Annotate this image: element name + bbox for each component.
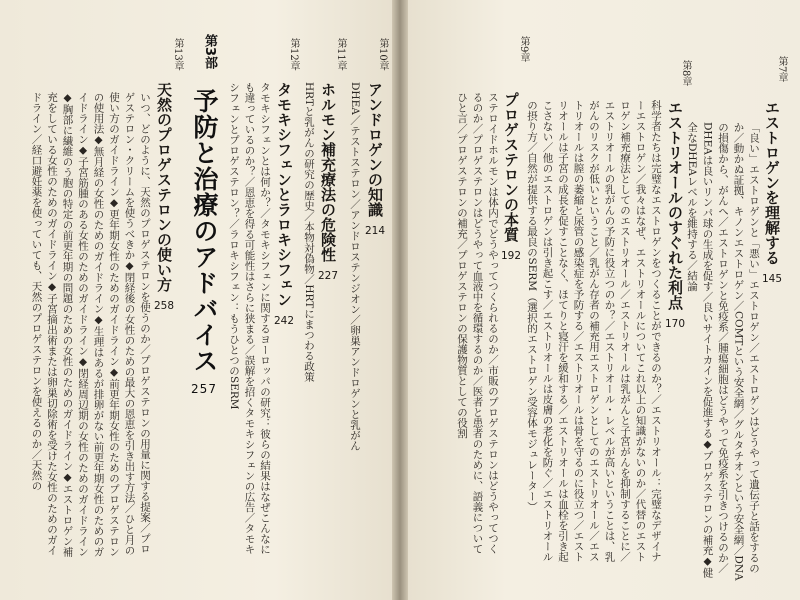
chapter-8-page: 170 bbox=[665, 318, 686, 330]
part-3-title bbox=[186, 88, 222, 396]
chapter-11-number: 第11章 bbox=[335, 38, 346, 71]
chapter-10-description: DHEA／テストステロン／アンドロステンジオン／卵巣アンドロゲンと乳がん bbox=[349, 82, 361, 451]
book-gutter bbox=[392, 0, 408, 600]
chapter-10-page: 214 bbox=[365, 225, 386, 237]
chapter-7-title bbox=[762, 100, 783, 285]
chapter-11-title bbox=[318, 82, 339, 282]
chapter-10-number: 第10章 bbox=[377, 38, 388, 71]
right-page bbox=[408, 0, 800, 600]
chapter-13-page: 258 bbox=[154, 300, 175, 312]
chapter-10-title-text: アンドロゲンの知識 bbox=[366, 82, 385, 217]
chapter-11-title-text: ホルモン補充療法の危険性 bbox=[319, 82, 338, 262]
chapter-13-title-text: 天然のプロゲステロンの使い方 bbox=[155, 82, 174, 292]
chapter-12-number: 第12章 bbox=[288, 38, 299, 71]
part-3-label: 第3部 bbox=[202, 34, 217, 70]
chapter-11-description: HRTと乳がんの研究の歴史／本物対偽物／HRTにまつわる政策 bbox=[303, 82, 315, 382]
chapter-9-number: 第9章 bbox=[518, 36, 529, 63]
chapter-12-title-text: タモキシフェンとラロキシフェン bbox=[275, 82, 294, 307]
chapter-8-description: 科学者たちは完璧なエストロゲンをつくることができるのか？／エストリオール：完璧なデザイナーエストロゲン／我々はなぜ、エストリオールについてこれ以上の知識がないのか／代替のエストロゲン補充療法としてのエストリオール／エストリオールは乳がんと子宮がんを抑制することに／エストリオールの乳がんの予防に役立つのか？／エストリオール・レベルが高いということは、乳がんのリスクが低いということ／乳がん存者の補充用エストロゲンとしてのエストリオール／エストリオールは膣の萎縮と尿管の感染症を予防する／エストリオールは骨を守るのに役立つ／エストリオールは子宮の成長を促すことなく、ほてりと寝汗を緩和する／エストリオールは血栓を引き起こさない／他のエストロゲンは引き起こす／エストリオールは皮膚の老化を防ぐ／エストリオールの摂り方／自然が提供する最良のSERM（選択的エストロゲン受容体モジュレーター） bbox=[526, 100, 662, 562]
chapter-7-description: 「良い」エストロゲンと「悪い」エストロゲン／エストロゲンはどうやって遺伝子と話をするのか／動かぬ証拠、キノンエストロゲン／COMTという安全網／グルタチオンという安全網／DNAの損傷から、がんへ／エストロゲンと免疫系／腫瘍細胞はどうやって免疫系を引きつけるのか／DHEAは良いリンパ球の生成を促す／良いサイトカインを促進する◆プロゲステロンの補充◆健全なDHEAレベルを維持する／結論 bbox=[686, 122, 760, 581]
part-3-title-text: 予防と治療のアドバイス bbox=[190, 88, 219, 374]
chapter-9-description: ステロイドホルモンは体内でどうやってつくられるのか／市販のプロゲステロンはどうやってつくるのか／プロゲステロンはどうやって血液中を循環するのか／医者と患者のために、語義についてひと言／プロゲステロンの補充／プロゲステロンの保護物質としての役割 bbox=[456, 92, 499, 554]
chapter-13-number: 第13章 bbox=[172, 38, 183, 71]
part-3-page: 257 bbox=[191, 382, 217, 396]
chapter-7-page: 145 bbox=[762, 273, 783, 285]
chapter-13-title bbox=[154, 82, 175, 312]
chapter-7-number: 第7章 bbox=[776, 56, 787, 83]
chapter-11-page: 227 bbox=[318, 270, 339, 282]
chapter-8-number: 第8章 bbox=[680, 60, 691, 87]
chapter-13-description: いつ、どのように、天然のプロゲステロンを使うのか／プロゲステロンの用量に関する提案／プロゲステロン・クリームを使うべきか◆閉経後の女性のための最大の恩恵を引き出す方法／ひと月の使い方のガイドライン◆更年期女性のためのガイドライン◆前更年期女性のためのプロゲステロンの使用法◆無月経の女性のためのガイドライン◆生理はあるが排卵がない前更年期女性のためのガイドライン◆子宮筋腫のある女性のためのガイドライン◆閉経周辺期の女性のためのガイドライン◆胸部に繊維のう胞の特定の前更年期の問題のための女性のためのガイドライン◆エストロゲン補充をしている女性のためのガイドライン◆子宮摘出術または卵巣切除術を受けた女性のためのガイドライン／経口避妊薬を使っていても、天然のプロゲステロンを使えるのか／天然の bbox=[30, 92, 151, 557]
chapter-8-title-text: エストリオールのすぐれた利点 bbox=[666, 100, 685, 310]
left-page bbox=[0, 0, 392, 600]
chapter-12-page: 242 bbox=[274, 315, 295, 327]
chapter-9-title bbox=[501, 92, 522, 262]
chapter-9-title-text: プロゲステロンの本質 bbox=[502, 92, 521, 242]
chapter-10-title bbox=[365, 82, 386, 237]
chapter-12-title bbox=[274, 82, 295, 327]
chapter-7-title-text: エストロゲンを理解する bbox=[763, 100, 782, 265]
chapter-8-title bbox=[665, 100, 686, 330]
chapter-12-description: タモキシフェンとは何か？／タモキシフェンに関するヨーロッパの研究：彼らの結果はなぜこんなにも違っているのか？／恩恵を得る可能性はさらに狭まる／誤解を招くタモキシフェンの広告／タモキシフェンとプロゲステロン？／ラロキシフェン：もうひとつのSERM bbox=[228, 82, 271, 555]
chapter-9-page: 192 bbox=[501, 250, 522, 262]
